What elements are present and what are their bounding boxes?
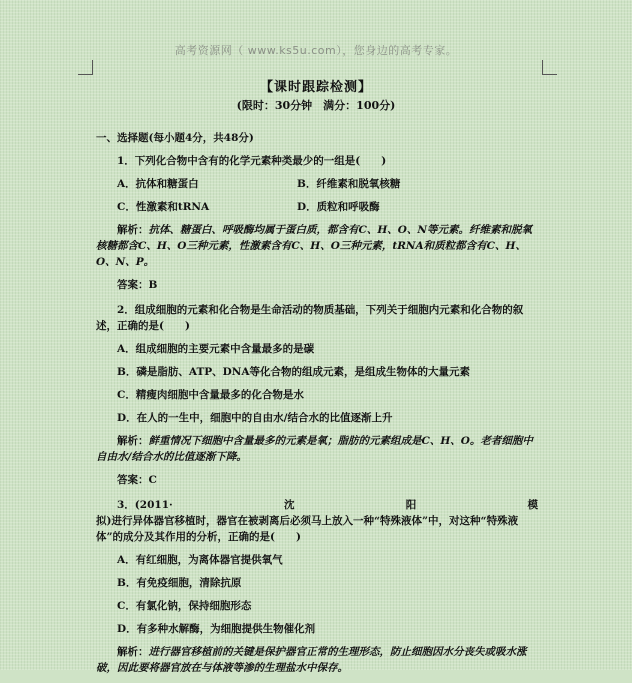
crop-mark-top-right (542, 60, 557, 75)
question-1-options-row-2 (117, 199, 538, 215)
q3-source-part-1: 3．(2011· (117, 499, 173, 511)
question-1-stem: 1．下列化合物中含有的化学元素种类最少的一组是( ) (117, 155, 387, 167)
q3-explanation-label: 解析： (117, 646, 149, 658)
question-2-explanation (96, 433, 538, 465)
q2-explanation-text: 鲜重情况下细胞中含量最多的元素是氧；脂肪的元素组成是C、H、O。老者细胞中自由水/结合水的比值逐渐下降。 (96, 435, 533, 463)
question-2-answer: 答案：C (117, 474, 157, 486)
q2-option-a: A．组成细胞的主要元素中含量最多的是碳 (117, 343, 315, 355)
q2-option-d: D．在人的一生中，细胞中的自由水/结合水的比值逐渐上升 (117, 412, 393, 424)
site-watermark: 高考资源网（ www.ks5u.com），您身边的高考专家。 (174, 44, 458, 57)
q3-explanation-text: 进行器官移植前的关键是保护器官正常的生理形态，防止细胞因水分丧失或吸水涨破，因此要将器官放在与体液等渗的生理盐水中保存。 (96, 646, 527, 674)
exercise-content (96, 130, 538, 683)
q3-option-c: C．有氯化钠，保持细胞形态 (117, 600, 252, 612)
page-title: 【课时跟踪检测】 (259, 80, 372, 95)
question-3-explanation (96, 644, 538, 676)
q1-option-c: C．性激素和tRNA (117, 201, 210, 213)
crop-mark-top-left (78, 60, 93, 75)
question-1-options-row-1 (117, 176, 538, 192)
question-3-stem: 拟)进行异体器官移植时，器官在被剥离后必须马上放入一种“特殊液体”中，对这种“特殊液体”的成分及其作用的分析，正确的是( ) (96, 515, 519, 543)
q1-explanation-label: 解析： (117, 224, 149, 236)
time-limit-subtitle: (限时：30分钟 满分：100分) (236, 99, 396, 112)
q3-option-a: A．有红细胞，为离体器官提供氧气 (117, 554, 283, 566)
question-3-source-line (96, 497, 538, 513)
q2-explanation-label: 解析： (117, 435, 149, 447)
q2-option-c: C．精瘦肉细胞中含量最多的化合物是水 (117, 389, 304, 401)
q1-option-a: A．抗体和糖蛋白 (117, 178, 199, 190)
q3-source-part-2: 沈 (283, 499, 295, 511)
q1-option-d: D．质粒和呼吸酶 (297, 201, 380, 213)
question-2-stem: 2．组成细胞的元素和化合物是生命活动的物质基础，下列关于细胞内元素和化合物的叙述，正确的是( ) (96, 304, 524, 332)
q1-option-b: B．纤维素和脱氧核糖 (297, 178, 401, 190)
q3-source-part-4: 模 (527, 499, 538, 511)
question-1-answer: 答案：B (117, 279, 158, 291)
q2-option-b: B．磷是脂肪、ATP、DNA等化合物的组成元素，是组成生物体的大量元素 (117, 366, 471, 378)
q3-source-part-3: 阳 (405, 499, 417, 511)
q3-option-d: D．有多种水解酶，为细胞提供生物催化剂 (117, 623, 316, 635)
question-1-explanation (96, 222, 538, 270)
section-heading: 一、选择题(每小题4分，共48分) (96, 132, 254, 144)
q3-option-b: B．有免疫细胞，清除抗原 (117, 577, 242, 589)
q1-explanation-text: 抗体、糖蛋白、呼吸酶均属于蛋白质，都含有C、H、O、N等元素。纤维素和脱氧核糖都含C、H、O三种元素，性激素含有C、H、O三种元素，tRNA和质粒都含有C、H、O、N、P。 (96, 224, 533, 268)
